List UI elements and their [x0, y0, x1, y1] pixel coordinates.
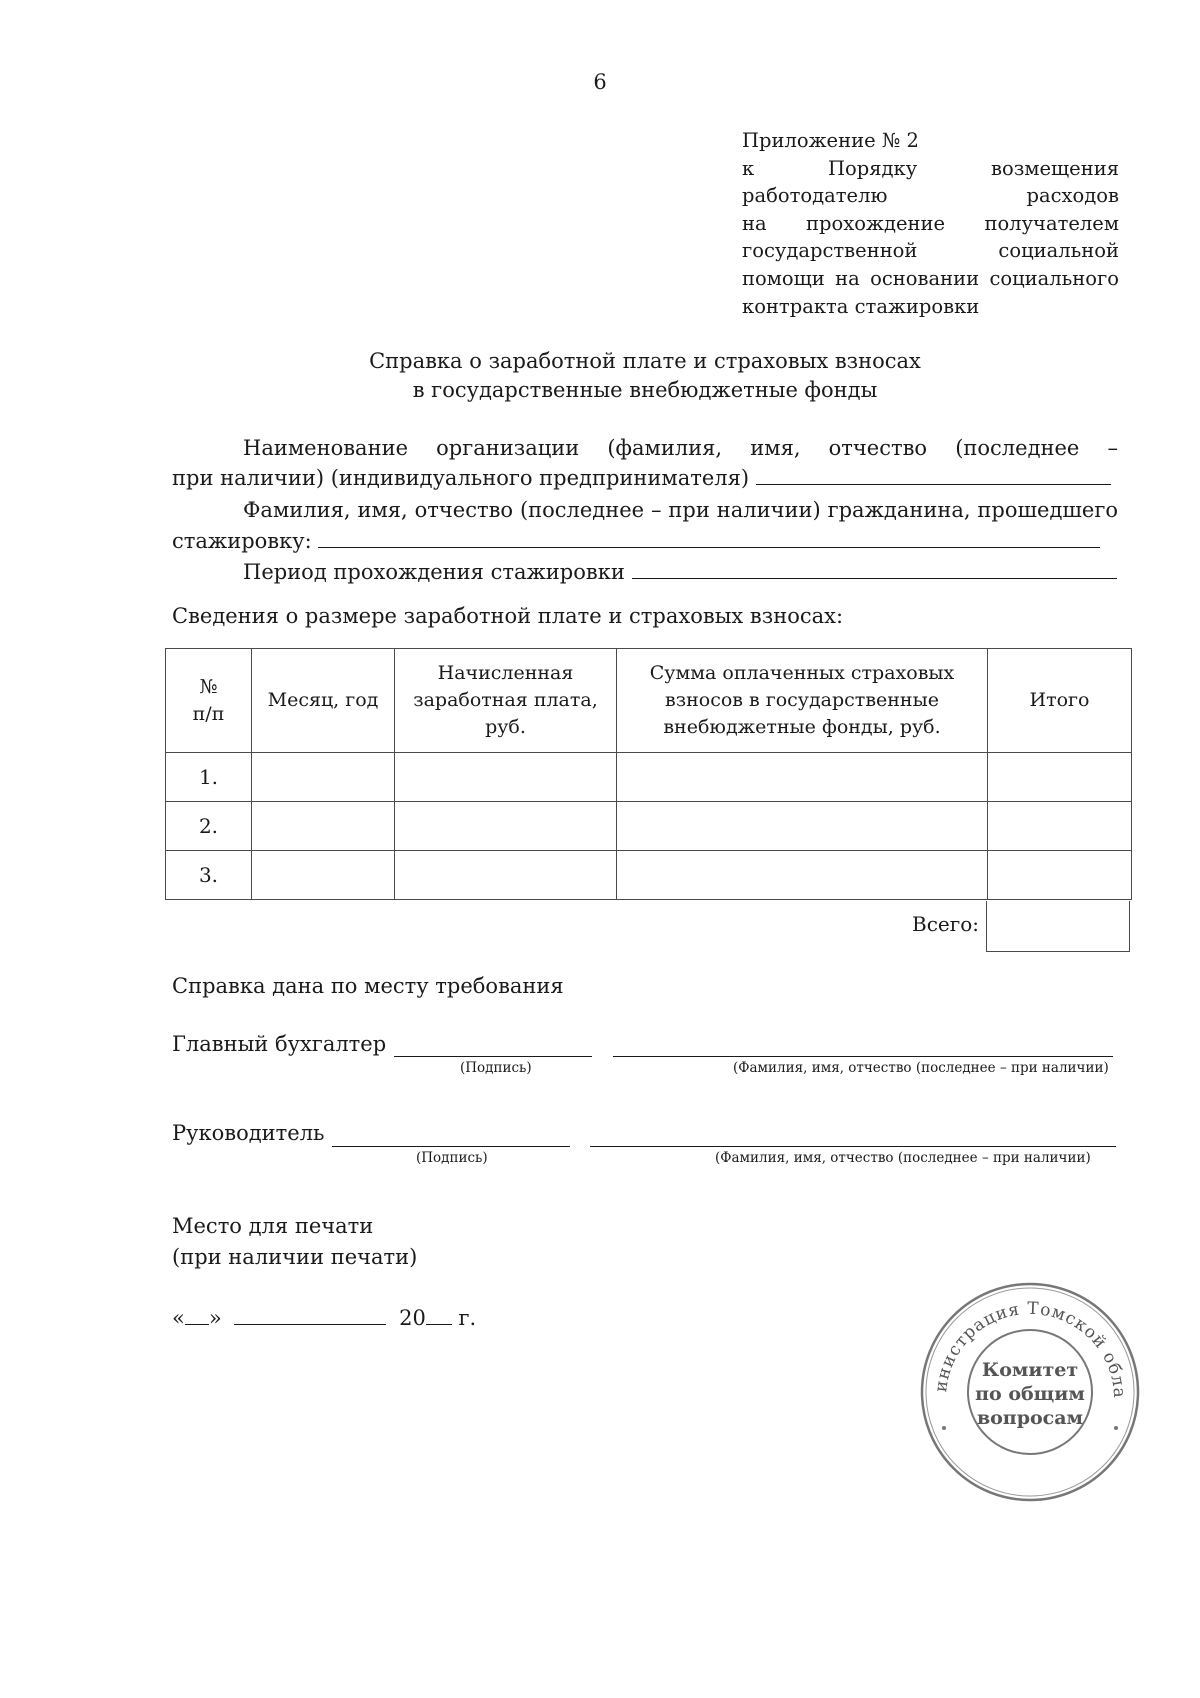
- table-row: [166, 753, 1132, 802]
- stamp-center-line: по общим: [975, 1383, 1085, 1405]
- date-year-suffix: г.: [458, 1306, 477, 1330]
- official-stamp: [918, 1280, 1142, 1504]
- header-month-year: Месяц, год: [252, 649, 395, 753]
- cell-salary[interactable]: [395, 802, 617, 851]
- date-year-prefix: 20: [399, 1306, 426, 1330]
- stamp-center-line: Комитет: [981, 1359, 1079, 1381]
- date-row: [172, 1302, 476, 1330]
- director-name-line[interactable]: [590, 1146, 1116, 1147]
- cell-salary[interactable]: [395, 851, 617, 900]
- cell-salary[interactable]: [395, 753, 617, 802]
- date-month-line[interactable]: [234, 1302, 386, 1325]
- title-line-1: Справка о заработной плате и страховых взносах: [369, 349, 921, 373]
- appendix-line: государственной социальной: [742, 239, 1119, 263]
- date-day-line[interactable]: [185, 1302, 209, 1325]
- stamp-icon: [918, 1280, 1142, 1504]
- org-name-row: [172, 462, 1111, 493]
- row-number: 2.: [166, 802, 252, 851]
- cell-total[interactable]: [988, 802, 1132, 851]
- appendix-line: контракта стажировки: [742, 294, 980, 318]
- period-row: [243, 556, 1117, 587]
- appendix-line: помощи на основании социального: [742, 266, 1119, 290]
- org-name-line-1: Наименование организации (фамилия, имя, отчество (последнее –: [243, 436, 1118, 460]
- name-caption: (Фамилия, имя, отчество (последнее – при наличии): [733, 1060, 1109, 1076]
- trainee-name-input-line[interactable]: [318, 525, 1100, 548]
- header-salary: Начисленная заработная плата, руб.: [395, 649, 617, 753]
- chief-accountant-signature-line[interactable]: [394, 1056, 592, 1057]
- period-label: Период прохождения стажировки: [243, 560, 625, 584]
- title-line-2: в государственные внебюджетные фонды: [412, 377, 878, 402]
- row-number: 3.: [166, 851, 252, 900]
- cell-contributions[interactable]: [617, 753, 988, 802]
- cell-contributions[interactable]: [617, 802, 988, 851]
- chief-accountant-label: Главный бухгалтер: [172, 1032, 387, 1056]
- stamp-place-line-1: Место для печати: [172, 1214, 374, 1238]
- appendix-line: к Порядку возмещения: [742, 156, 1119, 180]
- cell-month-year[interactable]: [252, 851, 395, 900]
- trainee-name-label: стажировку:: [172, 529, 312, 553]
- stamp-place-line-2: (при наличии печати): [172, 1245, 418, 1269]
- date-year-line[interactable]: [426, 1302, 452, 1325]
- cell-month-year[interactable]: [252, 753, 395, 802]
- document-title: [0, 347, 1200, 404]
- salary-table: [165, 648, 1132, 900]
- appendix-line: на прохождение получателем: [742, 211, 1119, 235]
- period-input-line[interactable]: [632, 556, 1117, 579]
- cell-contributions[interactable]: [617, 851, 988, 900]
- date-open-quote: «: [172, 1306, 185, 1330]
- appendix-line: Приложение № 2: [742, 129, 919, 152]
- director-signature-line[interactable]: [332, 1146, 570, 1147]
- stamp-place-block: [172, 1211, 417, 1273]
- chief-accountant-name-line[interactable]: [613, 1056, 1113, 1057]
- table-row: [166, 851, 1132, 900]
- row-number: 1.: [166, 753, 252, 802]
- trainee-name-row: [172, 525, 1100, 556]
- org-name-label: при наличии) (индивидуального предпринимателя): [172, 466, 750, 490]
- date-close-quote: »: [208, 1306, 222, 1330]
- info-heading: Сведения о размере заработной плате и страховых взносах:: [172, 604, 844, 628]
- grand-total-label: Всего:: [912, 912, 979, 936]
- trainee-name-line-1: Фамилия, имя, отчество (последнее – при наличии) гражданина, прошедшего: [243, 498, 1118, 522]
- stamp-center-line: вопросам: [976, 1407, 1084, 1429]
- cell-month-year[interactable]: [252, 802, 395, 851]
- appendix-block: [742, 127, 1119, 320]
- stamp-ring-text: инистрация Томской обла: [931, 1298, 1130, 1400]
- signature-caption: (Подпись): [416, 1150, 488, 1166]
- header-number: № п/п: [166, 649, 252, 753]
- page-number: 6: [593, 70, 607, 94]
- table-row: [166, 802, 1132, 851]
- signature-caption: (Подпись): [460, 1060, 532, 1076]
- grand-total-cell[interactable]: [986, 901, 1130, 952]
- header-total: Итого: [988, 649, 1132, 753]
- cell-total[interactable]: [988, 851, 1132, 900]
- cell-total[interactable]: [988, 753, 1132, 802]
- director-label: Руководитель: [172, 1121, 325, 1145]
- svg-text:Администрация Томской области: [918, 1280, 1129, 1399]
- appendix-line: работодателю расходов: [742, 184, 1119, 208]
- header-contributions: Сумма оплаченных страховых взносов в государственные внебюджетные фонды, руб.: [617, 649, 988, 753]
- given-for-text: Справка дана по месту требования: [172, 974, 564, 998]
- org-name-input-line[interactable]: [756, 462, 1111, 485]
- table-header-row: [166, 649, 1132, 753]
- name-caption: (Фамилия, имя, отчество (последнее – при наличии): [715, 1150, 1091, 1166]
